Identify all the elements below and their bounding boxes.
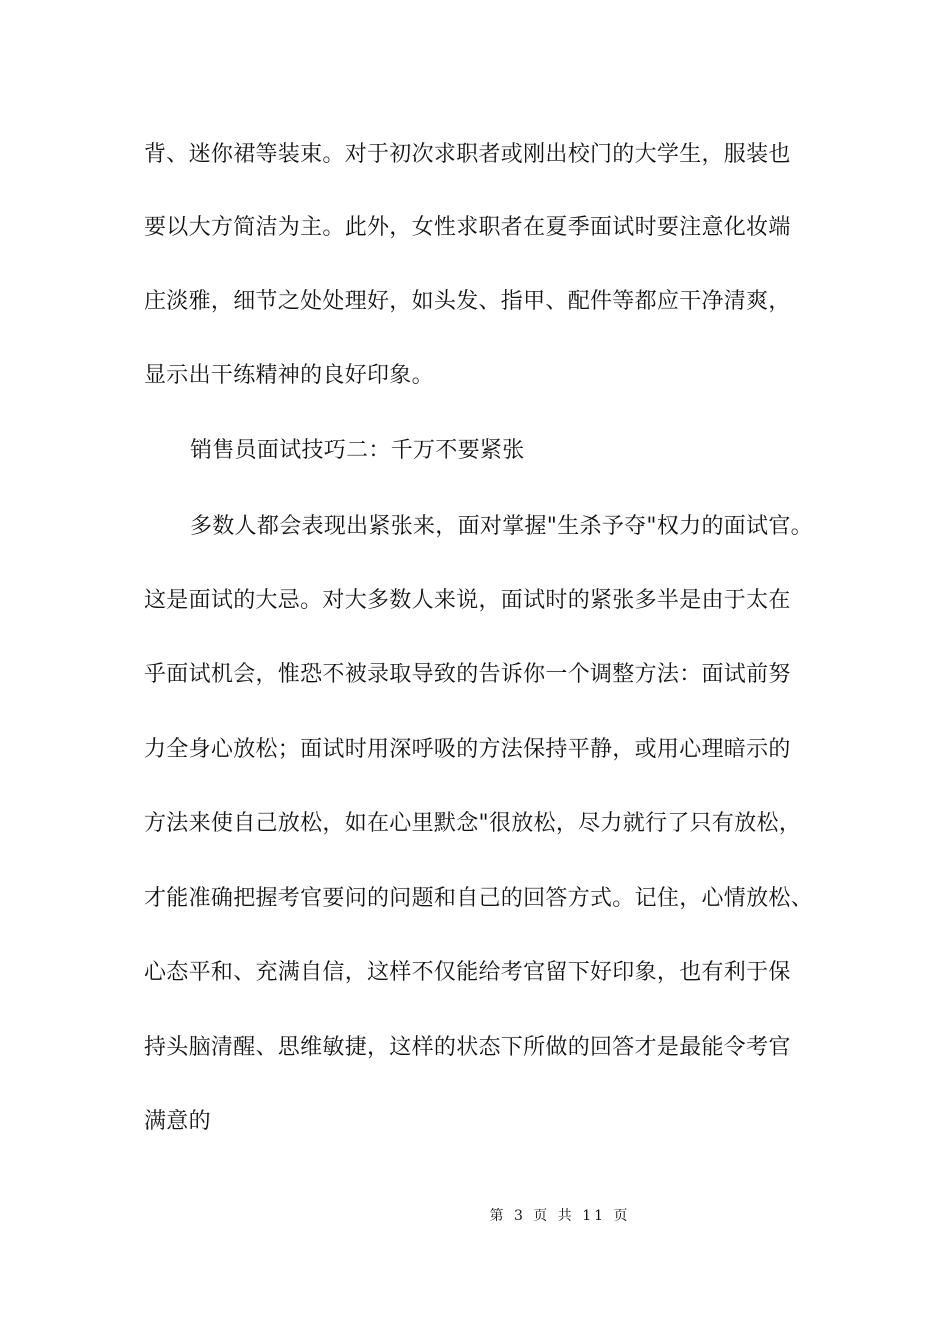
text-line: 方法来使自己放松，如在心里默念"很放松，尽力就行了只有放松， bbox=[144, 811, 802, 836]
section-heading: 销售员面试技巧二：千万不要紧张 bbox=[190, 438, 525, 463]
text-line: 背、迷你裙等装束。对于初次求职者或刚出校门的大学生，服装也 bbox=[144, 142, 791, 167]
text-line: 乎面试机会，惟恐不被录取导致的告诉你一个调整方法：面试前努 bbox=[144, 662, 791, 687]
text-line: 才能准确把握考官要问的问题和自己的回答方式。记住，心情放松、 bbox=[144, 886, 814, 911]
text-line: 力全身心放松；面试时用深呼吸的方法保持平静，或用心理暗示的 bbox=[144, 737, 791, 762]
text-line: 庄淡雅，细节之处处理好，如头发、指甲、配件等都应干净清爽， bbox=[144, 289, 791, 314]
text-line: 这是面试的大忌。对大多数人来说，面试时的紧张多半是由于太在 bbox=[144, 588, 791, 613]
text-line: 显示出干练精神的良好印象。 bbox=[144, 363, 434, 388]
text-line: 要以大方简洁为主。此外，女性求职者在夏季面试时要注意化妆端 bbox=[144, 215, 791, 240]
text-line: 心态平和、充满自信，这样不仅能给考官留下好印象，也有利于保 bbox=[144, 960, 791, 985]
text-line: 满意的 bbox=[144, 1109, 211, 1134]
page-number-footer: 第 3 页 共 11 页 bbox=[489, 1208, 631, 1224]
text-line: 多数人都会表现出紧张来，面对掌握"生杀予夺"权力的面试官。 bbox=[190, 514, 813, 539]
text-line: 持头脑清醒、思维敏捷，这样的状态下所做的回答才是最能令考官 bbox=[144, 1035, 791, 1060]
